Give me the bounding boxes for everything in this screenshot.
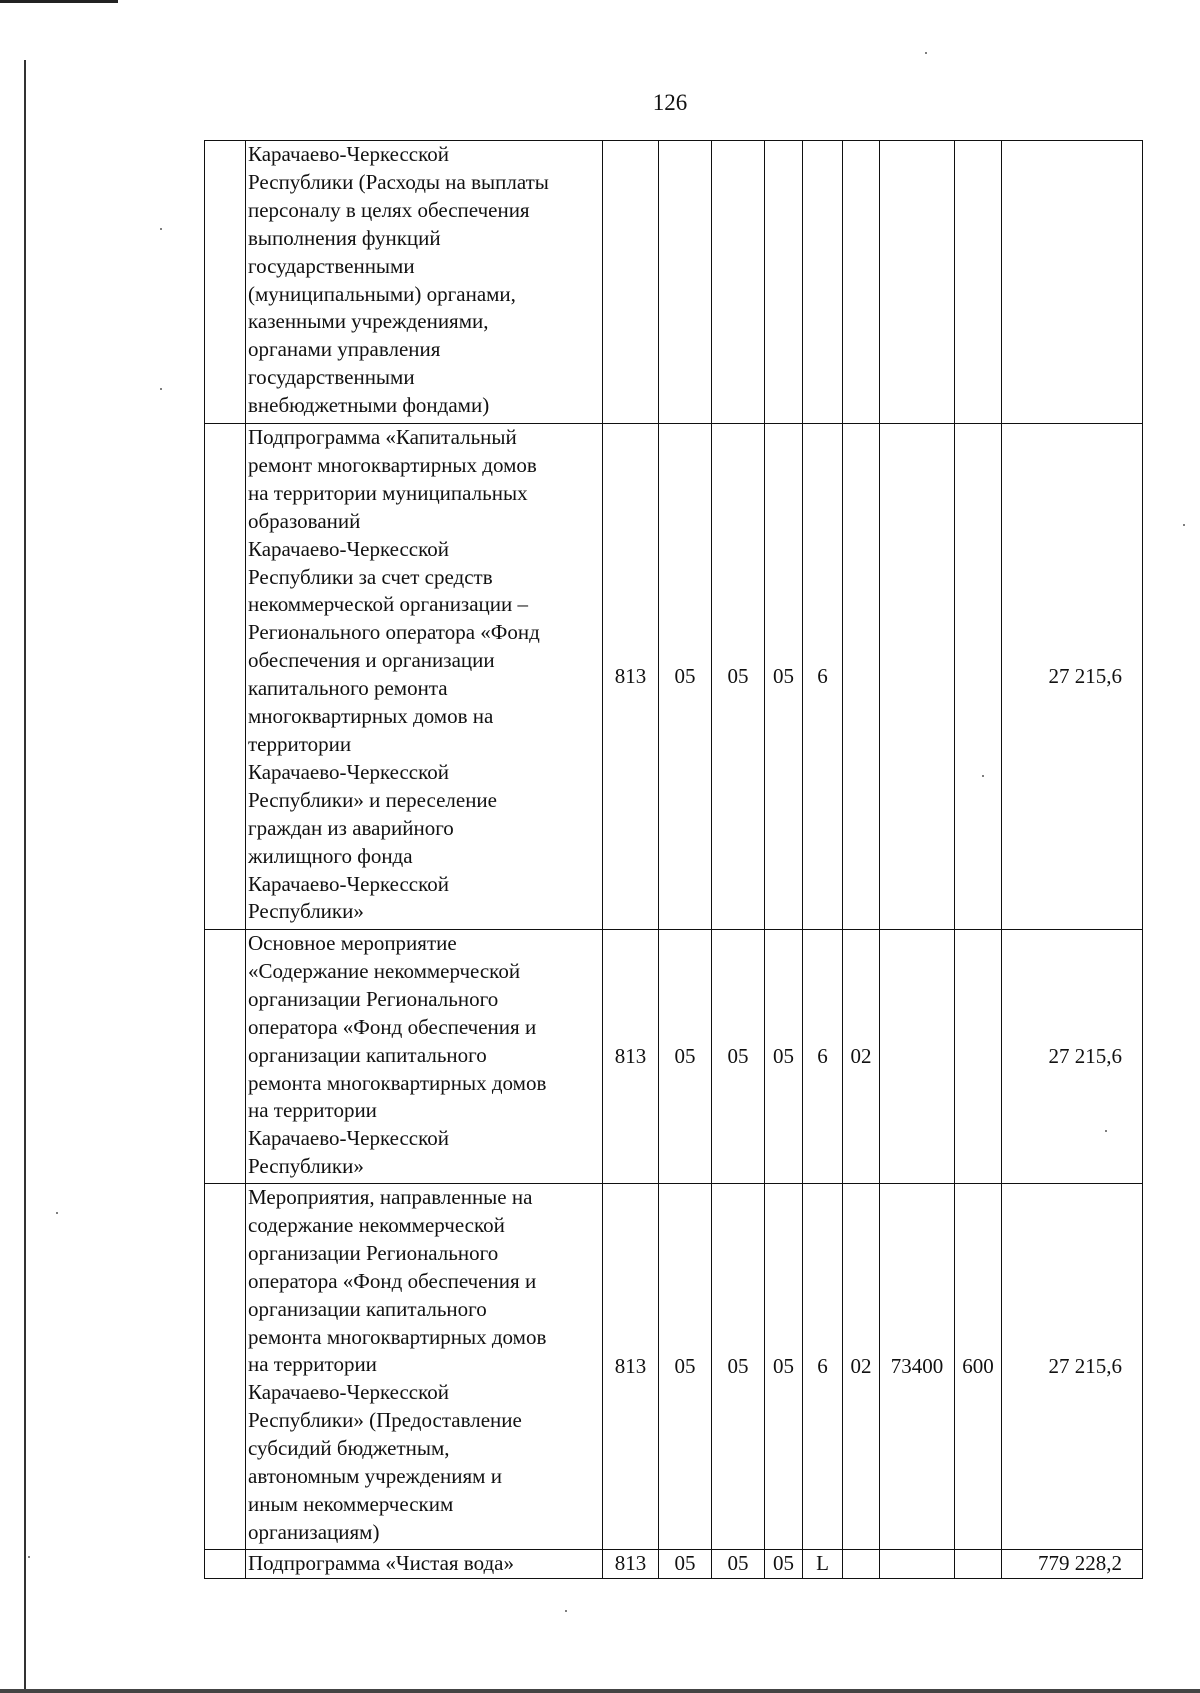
section-code: 05 bbox=[659, 424, 712, 930]
direction-code bbox=[880, 424, 955, 930]
row-number-cell bbox=[205, 1550, 246, 1579]
scan-edge-bottom bbox=[0, 1689, 1200, 1693]
row-number-cell bbox=[205, 141, 246, 424]
table-row bbox=[205, 1550, 1143, 1579]
program-code: 05 bbox=[765, 1550, 803, 1579]
event-code bbox=[843, 424, 880, 930]
sum-value bbox=[1002, 141, 1143, 424]
program-code: 05 bbox=[765, 424, 803, 930]
ministry-code bbox=[603, 141, 659, 424]
scan-speck bbox=[160, 228, 162, 230]
direction-code: 73400 bbox=[880, 1184, 955, 1550]
sum-value: 27 215,6 bbox=[1002, 1184, 1143, 1550]
expense-type-code bbox=[955, 1550, 1002, 1579]
page-number: 126 bbox=[652, 90, 688, 115]
subprogram-code: 6 bbox=[803, 930, 843, 1184]
item-name: Карачаево-Черкесской Республики (Расходы на выплаты персоналу в целях обеспечения выполнения функций государственными (муниципальными) органами, казенными учреждениями, органами управления государственными внебюджетными фондами) bbox=[246, 141, 603, 424]
item-name: Основное мероприятие «Содержание некоммерческой организации Регионального оператора «Фонд обеспечения и организации капитального ремонта многоквартирных домов на территории Карачаево-Черкесской Республики» bbox=[246, 930, 603, 1184]
expense-type-code: 600 bbox=[955, 1184, 1002, 1550]
section-code: 05 bbox=[659, 930, 712, 1184]
item-name: Подпрограмма «Чистая вода» bbox=[246, 1550, 603, 1579]
scan-speck bbox=[925, 52, 927, 54]
scan-speck bbox=[565, 1610, 567, 1612]
event-code bbox=[843, 1550, 880, 1579]
item-name: Мероприятия, направленные на содержание некоммерческой организации Регионального оператора «Фонд обеспечения и организации капитального ремонта многоквартирных домов на территории Карачаево-Черкесской Республики» (Предоставление субсидий бюджетным, автономным учреждениям и иным некоммерческим организациям) bbox=[246, 1184, 603, 1550]
program-code bbox=[765, 141, 803, 424]
subprogram-code: 6 bbox=[803, 424, 843, 930]
direction-code bbox=[880, 141, 955, 424]
direction-code bbox=[880, 1550, 955, 1579]
section-code: 05 bbox=[659, 1550, 712, 1579]
row-number-cell bbox=[205, 1184, 246, 1550]
subprogram-code: L bbox=[803, 1550, 843, 1579]
ministry-code: 813 bbox=[603, 1550, 659, 1579]
table-row bbox=[205, 930, 1143, 1184]
row-number-cell bbox=[205, 930, 246, 1184]
expense-type-code bbox=[955, 424, 1002, 930]
section-code: 05 bbox=[659, 1184, 712, 1550]
expense-type-code bbox=[955, 141, 1002, 424]
subsection-code: 05 bbox=[712, 1550, 765, 1579]
event-code bbox=[843, 141, 880, 424]
subprogram-code bbox=[803, 141, 843, 424]
table-row bbox=[205, 424, 1143, 930]
item-name: Подпрограмма «Капитальный ремонт многоквартирных домов на территории муниципальных образований Карачаево-Черкесской Республики за счет средств некоммерческой организации – Регионального оператора «Фонд обеспечения и организации капитального ремонта многоквартирных домов на территории Карачаево-Черкесской Республики» и переселение граждан из аварийного жилищного фонда Карачаево-Черкесской Республики» bbox=[246, 424, 603, 930]
table-row bbox=[205, 1184, 1143, 1550]
scan-speck bbox=[56, 1212, 58, 1214]
budget-table bbox=[204, 140, 1143, 1579]
scan-edge-top bbox=[0, 0, 118, 3]
scan-edge-left bbox=[24, 60, 26, 1690]
event-code: 02 bbox=[843, 930, 880, 1184]
scan-speck bbox=[1183, 524, 1185, 526]
subsection-code bbox=[712, 141, 765, 424]
subsection-code: 05 bbox=[712, 930, 765, 1184]
expense-type-code bbox=[955, 930, 1002, 1184]
ministry-code: 813 bbox=[603, 930, 659, 1184]
direction-code bbox=[880, 930, 955, 1184]
ministry-code: 813 bbox=[603, 1184, 659, 1550]
program-code: 05 bbox=[765, 1184, 803, 1550]
scan-speck bbox=[28, 1556, 30, 1558]
scan-speck bbox=[160, 388, 162, 390]
table-row bbox=[205, 141, 1143, 424]
subprogram-code: 6 bbox=[803, 1184, 843, 1550]
program-code: 05 bbox=[765, 930, 803, 1184]
sum-value: 27 215,6 bbox=[1002, 424, 1143, 930]
row-number-cell bbox=[205, 424, 246, 930]
event-code: 02 bbox=[843, 1184, 880, 1550]
sum-value: 27 215,6 bbox=[1002, 930, 1143, 1184]
subsection-code: 05 bbox=[712, 424, 765, 930]
subsection-code: 05 bbox=[712, 1184, 765, 1550]
ministry-code: 813 bbox=[603, 424, 659, 930]
section-code bbox=[659, 141, 712, 424]
sum-value: 779 228,2 bbox=[1002, 1550, 1143, 1579]
